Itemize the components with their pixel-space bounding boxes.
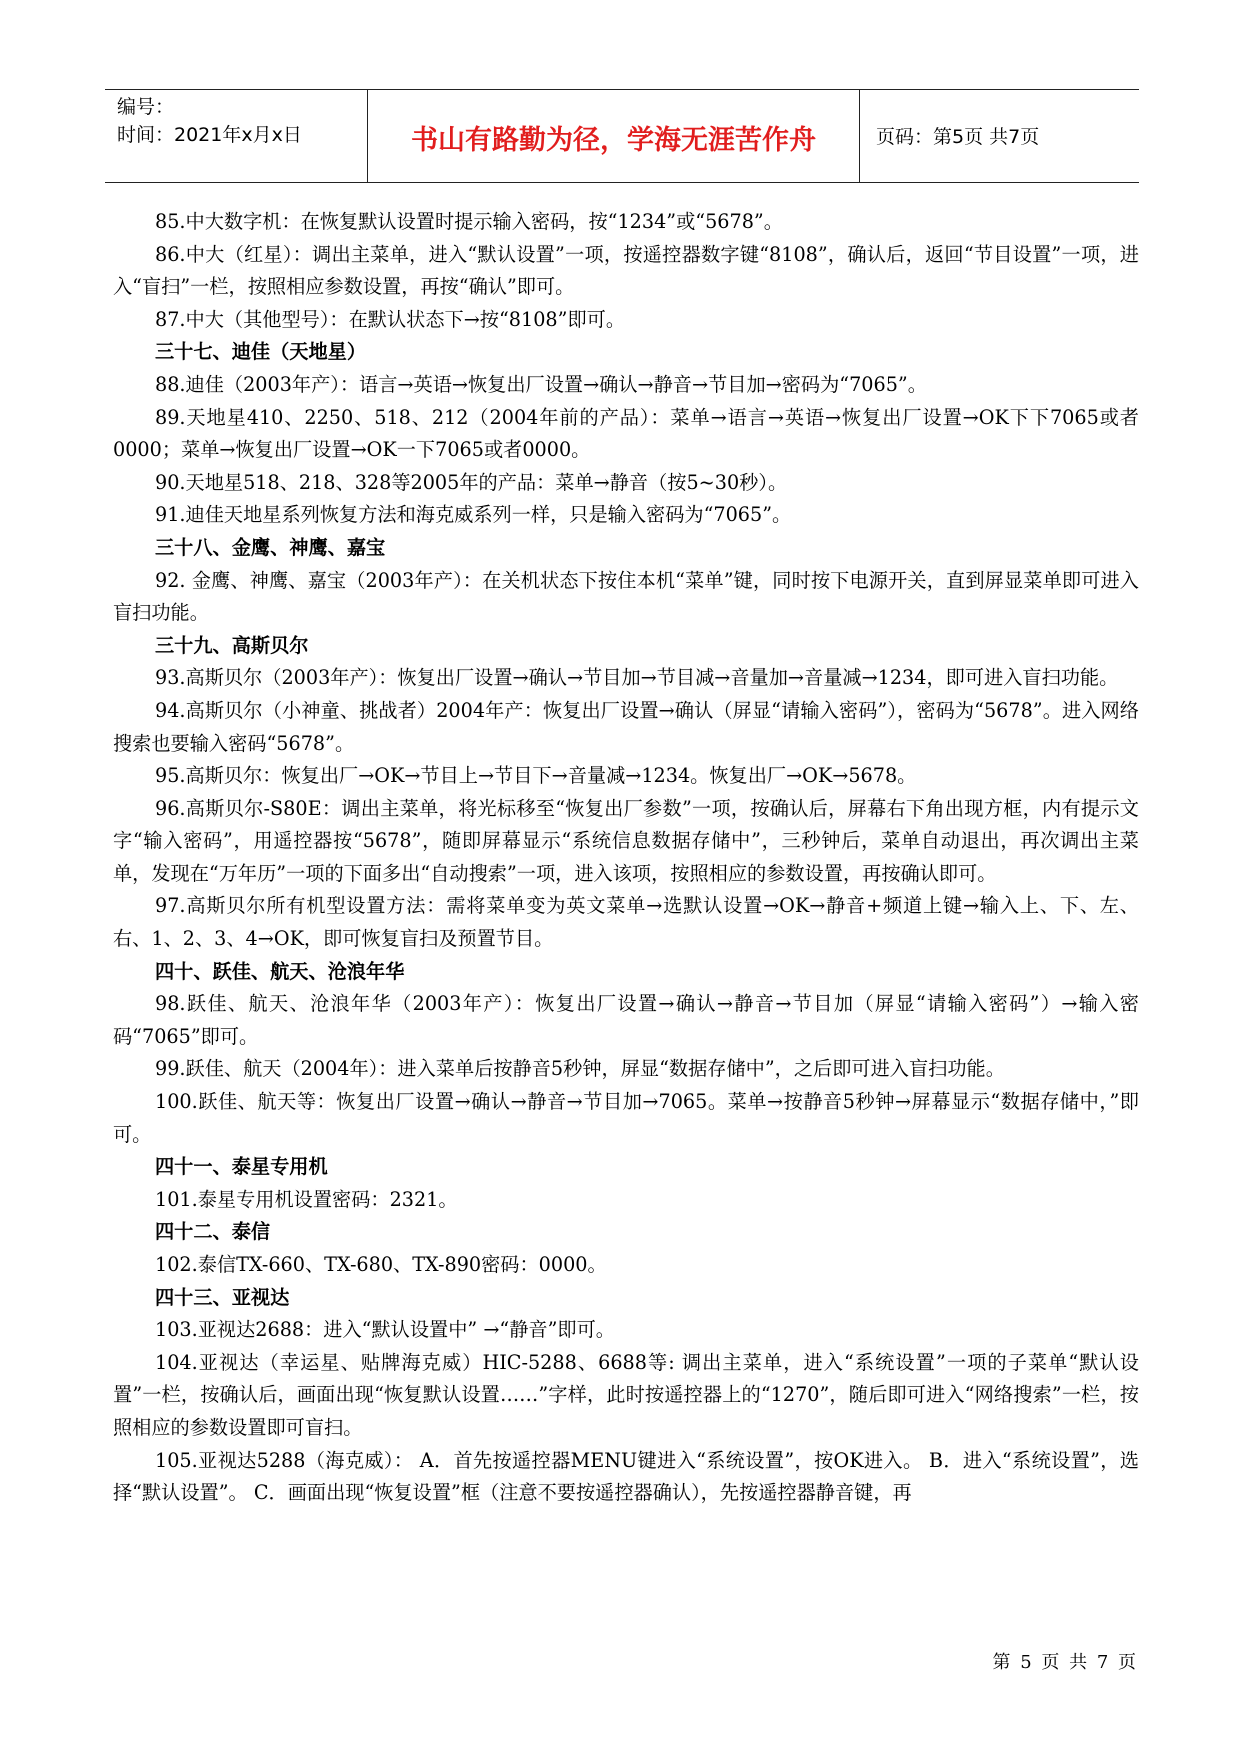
body-paragraph: 92. 金鹰、神鹰、嘉宝（2003年产）：在关机状态下按住本机“菜单”键，同时按下电源开关，直到屏显菜单即可进入盲扫功能。 (113, 568, 1139, 625)
body-paragraph: 96.高斯贝尔-S80E：调出主菜单，将光标移至“恢复出厂参数”一项，按确认后，屏幕右下角出现方框，内有提示文字“输入密码”，用遥控器按“5678”，随即屏幕显示“系统信息数据存储中”，三秒钟后，菜单自动退出，再次调出主菜单，发现在“万年历”一项的下面多出“自动搜索”一项，进入该项，按照相应的参数设置，再按确认即可。 (113, 796, 1139, 885)
body-paragraph: 88.迪佳（2003年产）：语言→英语→恢复出厂设置→确认→静音→节目加→密码为“7065”。 (155, 372, 927, 396)
header-page-cell (860, 90, 1139, 182)
body-paragraph: 98.跃佳、航天、沧浪年华（2003年产）：恢复出厂设置→确认→静音→节目加（屏显“请输入密码”）→输入密码“7065”即可。 (113, 992, 1139, 1048)
body-paragraph: 103.亚视达2688：进入“默认设置中” →“静音”即可。 (155, 1318, 615, 1342)
body-paragraph: 90.天地星518、218、328等2005年的产品：菜单→静音（按5~30秒）。 (155, 470, 788, 494)
body-paragraph: 87.中大（其他型号）：在默认状态下→按“8108”即可。 (155, 307, 626, 331)
body-paragraph: 102.泰信TX-660、TX-680、TX-890密码：0000。 (155, 1253, 607, 1276)
body-paragraph: 91.迪佳天地星系列恢复方法和海克威系列一样，只是输入密码为“7065”。 (155, 503, 792, 527)
document-body (113, 206, 1139, 1510)
body-paragraph: 101.泰星专用机设置密码：2321。 (155, 1187, 458, 1211)
page-footer: 第 5 页 共 7 页 (992, 1652, 1138, 1673)
body-paragraph: 86.中大（红星）：调出主菜单，进入“默认设置”一项，按遥控器数字键“8108”，确认后，返回“节目设置”一项，进入“盲扫”一栏，按照相应参数设置，再按“确认”即可。 (113, 242, 1139, 299)
body-paragraph: 105.亚视达5288（海克威）： A．首先按遥控器MENU键进入“系统设置”，按OK进入。 B．进入“系统设置”，选择“默认设置”。 C．画面出现“恢复设置”框（注意不要按遥控器确认），先按遥控器静音键，再 (113, 1448, 1139, 1505)
body-paragraph: 93.高斯贝尔（2003年产）：恢复出厂设置→确认→节目加→节目减→音量加→音量减→1234，即可进入盲扫功能。 (155, 666, 1119, 690)
body-paragraph: 94.高斯贝尔（小神童、挑战者）2004年产：恢复出厂设置→确认（屏显“请输入密码”），密码为“5678”。进入网络搜索也要输入密码“5678”。 (113, 698, 1139, 755)
document-number-label: 编号： (117, 96, 175, 118)
document-time-label: 时间：2021年x月x日 (117, 124, 302, 146)
body-paragraph: 100.跃佳、航天等：恢复出厂设置→确认→静音→节目加→7065。菜单→按静音5秒钟→屏幕显示“数据存储中，”即可。 (113, 1090, 1139, 1146)
body-paragraph: 95.高斯贝尔：恢复出厂→OK→节目上→节目下→音量减→1234。恢复出厂→OK→5678。 (155, 764, 917, 788)
section-heading: 四十一、泰星专用机 (155, 1155, 328, 1179)
body-paragraph: 99.跃佳、航天（2004年）：进入菜单后按静音5秒钟，屏显“数据存储中”，之后即可进入盲扫功能。 (155, 1057, 1005, 1081)
section-heading: 三十七、迪佳（天地星） (155, 340, 367, 364)
header-page-label: 页码：第5页 共7页 (876, 126, 1040, 148)
header-motto-cell (368, 90, 860, 182)
section-heading: 三十九、高斯贝尔 (155, 633, 309, 657)
body-paragraph: 97.高斯贝尔所有机型设置方法：需将菜单变为英文菜单→选默认设置→OK→静音+频道上键→输入上、下、左、右、1、2、3、4→OK，即可恢复盲扫及预置节目。 (113, 894, 1139, 951)
document-header (105, 89, 1139, 183)
header-meta-cell (105, 90, 368, 182)
section-heading: 四十三、亚视达 (155, 1285, 290, 1309)
section-heading: 四十、跃佳、航天、沧浪年华 (155, 959, 405, 983)
section-heading: 三十八、金鹰、神鹰、嘉宝 (155, 535, 386, 559)
section-heading: 四十二、泰信 (155, 1220, 271, 1244)
body-paragraph: 85.中大数字机：在恢复默认设置时提示输入密码，按“1234”或“5678”。 (155, 210, 783, 233)
header-motto: 书山有路勤为径，学海无涯苦作舟 (411, 125, 816, 156)
body-paragraph: 89.天地星410、2250、518、212（2004年前的产品）：菜单→语言→英语→恢复出厂设置→OK下下7065或者0000；菜单→恢复出厂设置→OK一下7065或者0000。 (113, 405, 1139, 462)
body-paragraph: 104.亚视达（幸运星、贴牌海克威）HIC-5288、6688等: 调出主菜单，进入“系统设置”一项的子菜单“默认设置”一栏，按确认后，画面出现“恢复默认设置……”字样，此时按遥控器上的“1270”，随后即可进入“网络搜索”一栏，按照相应的参数设置即可盲扫。 (113, 1350, 1139, 1439)
